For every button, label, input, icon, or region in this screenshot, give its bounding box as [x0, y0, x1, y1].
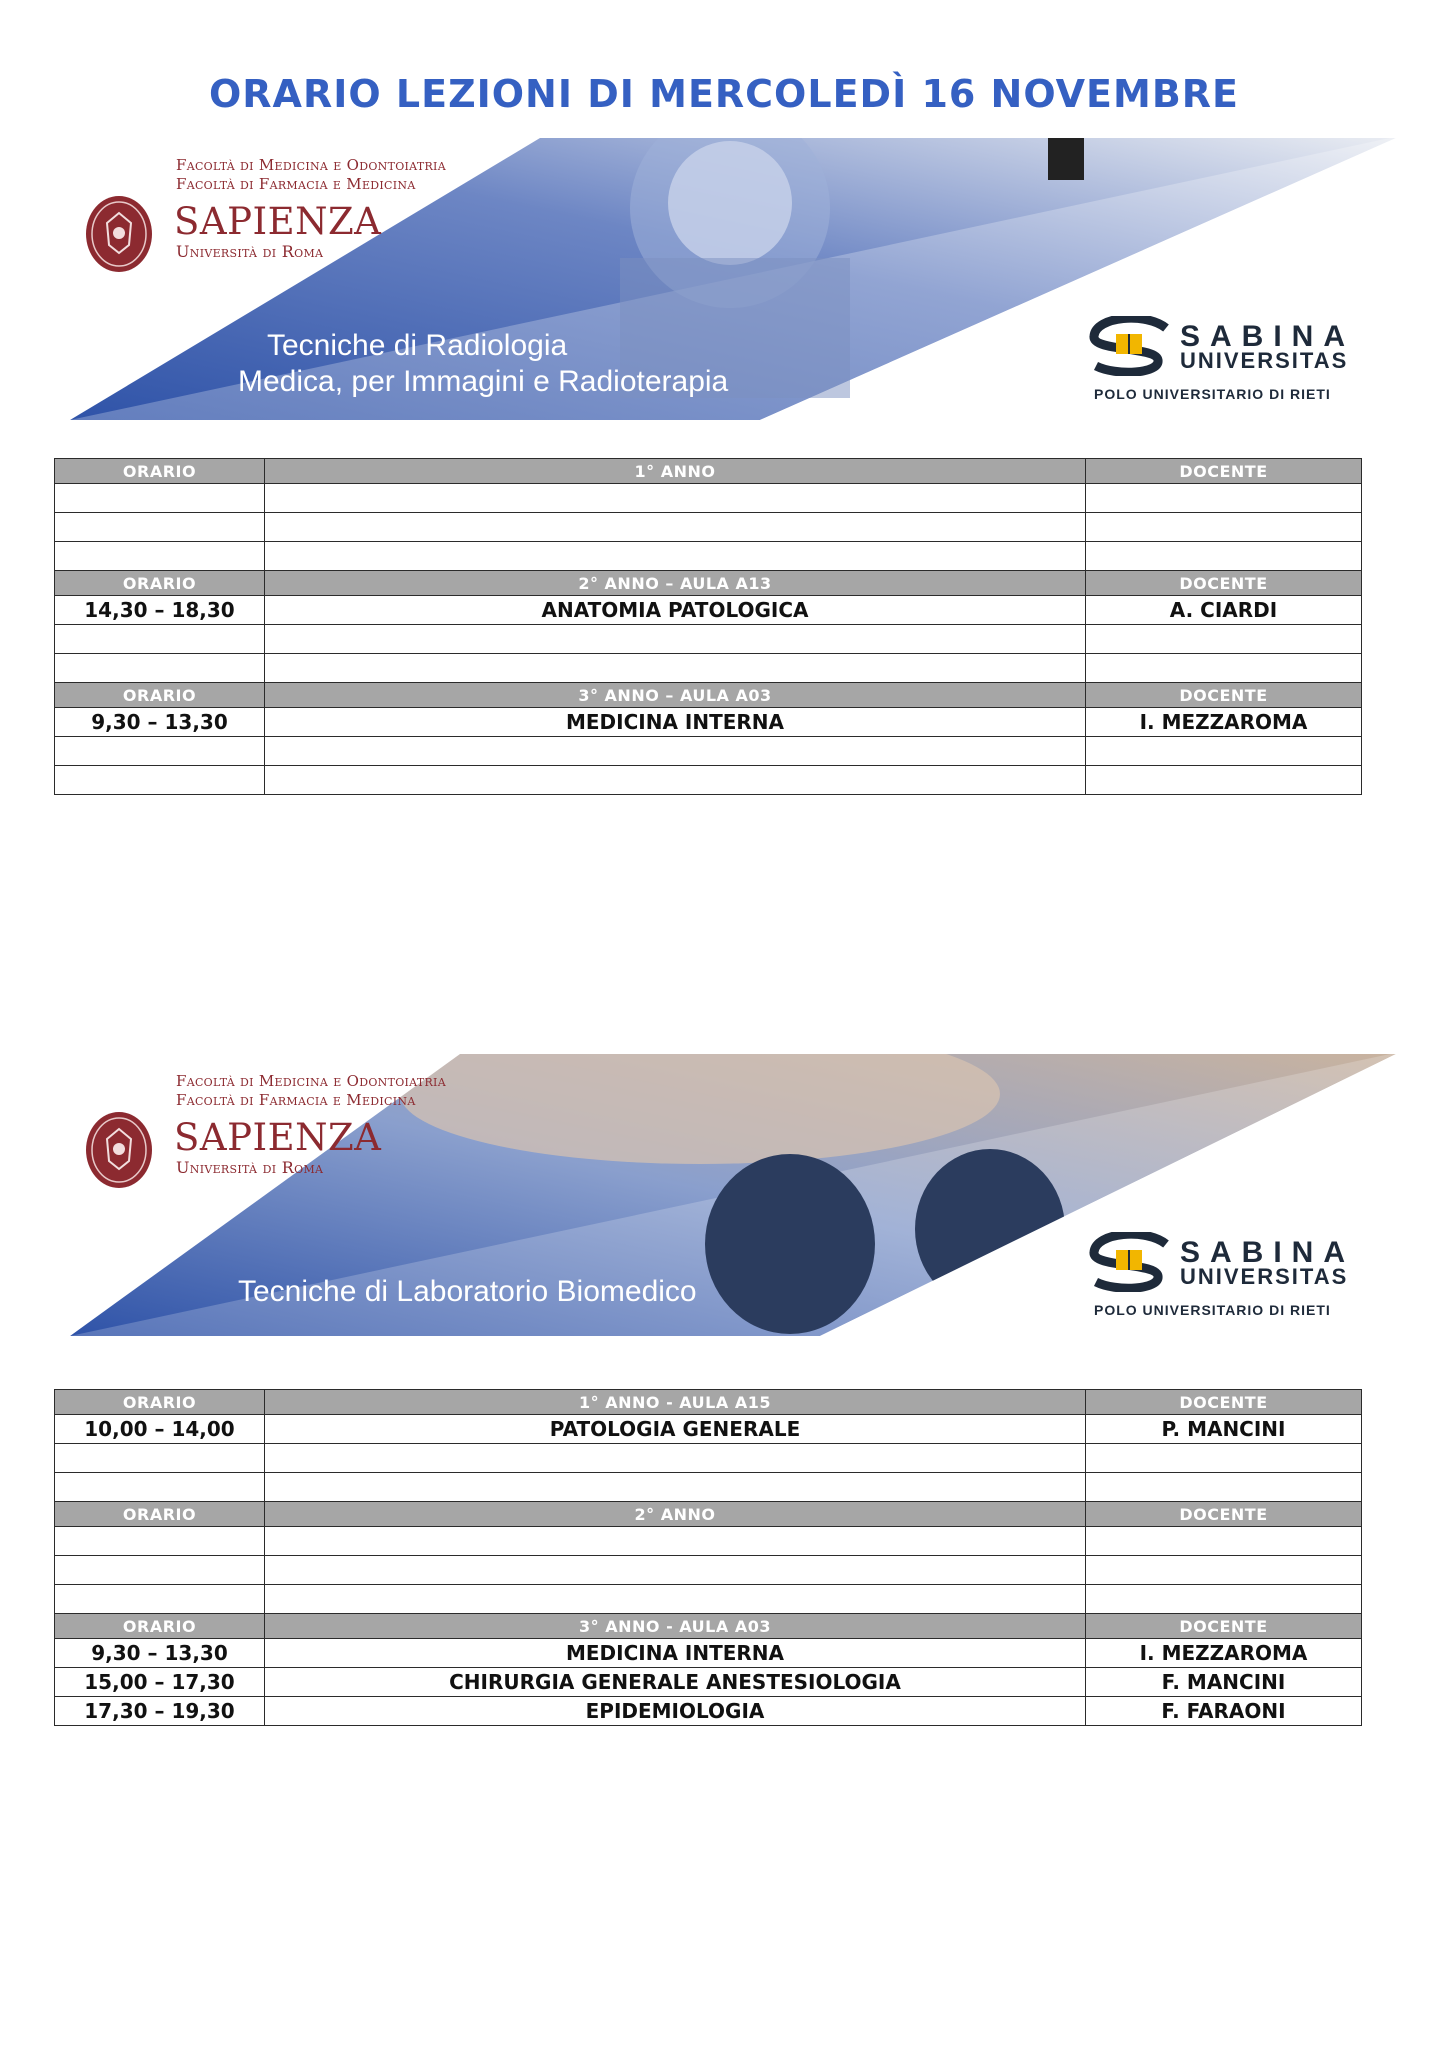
cell-time: [55, 542, 265, 571]
table-row: [55, 1473, 1362, 1502]
faculty-line-1: Facoltà di Medicina e Odontoiatria: [176, 1072, 446, 1090]
course-title-laboratory: Tecniche di Laboratorio Biomedico: [238, 1275, 697, 1308]
table-row: [55, 737, 1362, 766]
faculty-lines: [176, 156, 446, 194]
universitas-text: UNIVERSITAS: [1180, 1264, 1349, 1289]
sapienza-wordmark: SAPIENZA: [174, 200, 382, 243]
table-row: [55, 1697, 1362, 1726]
cell-subject: ANATOMIA PATOLOGICA: [265, 596, 1086, 625]
cell-teacher: [1086, 513, 1362, 542]
table-row: [55, 1639, 1362, 1668]
radiology-banner: [60, 138, 1396, 420]
header-orario: ORARIO: [55, 1502, 265, 1527]
cell-subject: [265, 654, 1086, 683]
table-header-row: [55, 683, 1362, 708]
sabina-text: SABINA: [1180, 320, 1356, 353]
cell-time: [55, 513, 265, 542]
table-row: [55, 513, 1362, 542]
cell-subject: [265, 1473, 1086, 1502]
cell-subject: [265, 542, 1086, 571]
cell-time: 17,30 – 19,30: [55, 1697, 265, 1726]
table-row: [55, 654, 1362, 683]
cell-subject: MEDICINA INTERNA: [265, 708, 1086, 737]
sapienza-seal-icon: [85, 195, 153, 273]
table-row: [55, 484, 1362, 513]
table-row: [55, 766, 1362, 795]
cell-time: [55, 1473, 265, 1502]
cell-subject: [265, 1444, 1086, 1473]
header-docente: DOCENTE: [1086, 1614, 1362, 1639]
course-title-radiology: [238, 328, 729, 400]
header-docente: DOCENTE: [1086, 1390, 1362, 1415]
table-row: [55, 1668, 1362, 1697]
cell-time: [55, 654, 265, 683]
header-docente: DOCENTE: [1086, 459, 1362, 484]
table-header-row: [55, 459, 1362, 484]
header-orario: ORARIO: [55, 1390, 265, 1415]
cell-time: [55, 1556, 265, 1585]
table-header-row: [55, 1614, 1362, 1639]
table-row: [55, 1556, 1362, 1585]
schedule-table-radiology: [54, 458, 1362, 795]
sabina-s-icon: [1086, 316, 1172, 376]
table-row: [55, 1527, 1362, 1556]
cell-time: [55, 1444, 265, 1473]
cell-subject: EPIDEMIOLOGIA: [265, 1697, 1086, 1726]
header-year: 3° ANNO – AULA A03: [265, 683, 1086, 708]
sabina-text: SABINA: [1180, 1236, 1356, 1269]
header-year: 2° ANNO – AULA A13: [265, 571, 1086, 596]
table-row: [55, 596, 1362, 625]
cell-subject: PATOLOGIA GENERALE: [265, 1415, 1086, 1444]
header-year: 1° ANNO: [265, 459, 1086, 484]
cell-teacher: P. MANCINI: [1086, 1415, 1362, 1444]
header-orario: ORARIO: [55, 571, 265, 596]
sapienza-seal-icon: [85, 1111, 153, 1189]
header-docente: DOCENTE: [1086, 1502, 1362, 1527]
cell-teacher: [1086, 737, 1362, 766]
table-header-row: [55, 1390, 1362, 1415]
cell-subject: [265, 737, 1086, 766]
faculty-line-1: Facoltà di Medicina e Odontoiatria: [176, 156, 446, 174]
table-row: [55, 542, 1362, 571]
table-row: [55, 1415, 1362, 1444]
cell-time: 9,30 – 13,30: [55, 708, 265, 737]
cell-subject: [265, 1585, 1086, 1614]
cell-teacher: [1086, 484, 1362, 513]
cell-time: 14,30 – 18,30: [55, 596, 265, 625]
cell-time: 9,30 – 13,30: [55, 1639, 265, 1668]
cell-subject: [265, 1527, 1086, 1556]
cell-teacher: [1086, 1444, 1362, 1473]
cell-teacher: [1086, 1585, 1362, 1614]
cell-subject: [265, 1556, 1086, 1585]
polo-rieti-text: POLO UNIVERSITARIO DI RIETI: [1094, 1302, 1331, 1318]
cell-teacher: [1086, 1556, 1362, 1585]
polo-rieti-text: POLO UNIVERSITARIO DI RIETI: [1094, 386, 1331, 402]
cell-teacher: [1086, 625, 1362, 654]
course-line-2: Medica, per Immagini e Radioterapia: [238, 365, 729, 398]
cell-teacher: F. MANCINI: [1086, 1668, 1362, 1697]
sabina-s-icon: [1086, 1232, 1172, 1292]
cell-time: [55, 625, 265, 654]
cell-teacher: [1086, 1473, 1362, 1502]
header-year: 3° ANNO - AULA A03: [265, 1614, 1086, 1639]
cell-subject: CHIRURGIA GENERALE ANESTESIOLOGIA: [265, 1668, 1086, 1697]
faculty-lines: [176, 1072, 446, 1110]
cell-teacher: I. MEZZAROMA: [1086, 1639, 1362, 1668]
cell-teacher: I. MEZZAROMA: [1086, 708, 1362, 737]
universitas-text: UNIVERSITAS: [1180, 348, 1349, 373]
cell-time: [55, 737, 265, 766]
header-year: 2° ANNO: [265, 1502, 1086, 1527]
header-year: 1° ANNO - AULA A15: [265, 1390, 1086, 1415]
header-docente: DOCENTE: [1086, 571, 1362, 596]
cell-subject: [265, 625, 1086, 654]
header-orario: ORARIO: [55, 683, 265, 708]
header-docente: DOCENTE: [1086, 683, 1362, 708]
table-row: [55, 1585, 1362, 1614]
cell-time: [55, 484, 265, 513]
table-header-row: [55, 1502, 1362, 1527]
cell-teacher: [1086, 1527, 1362, 1556]
table-row: [55, 625, 1362, 654]
cell-time: [55, 1585, 265, 1614]
laboratory-banner: [60, 1054, 1396, 1336]
cell-time: 10,00 – 14,00: [55, 1415, 265, 1444]
cell-teacher: F. FARAONI: [1086, 1697, 1362, 1726]
universita-di-roma: Università di Roma: [176, 1158, 324, 1177]
faculty-line-2: Facoltà di Farmacia e Medicina: [176, 1091, 416, 1109]
cell-time: [55, 1527, 265, 1556]
cell-subject: [265, 484, 1086, 513]
course-line-1: Tecniche di Radiologia: [267, 329, 568, 362]
cell-subject: [265, 766, 1086, 795]
cell-time: [55, 766, 265, 795]
header-orario: ORARIO: [55, 459, 265, 484]
table-header-row: [55, 571, 1362, 596]
cell-subject: [265, 513, 1086, 542]
cell-teacher: [1086, 766, 1362, 795]
page-title: ORARIO LEZIONI DI MERCOLEDÌ 16 NOVEMBRE: [208, 72, 1240, 116]
cell-subject: MEDICINA INTERNA: [265, 1639, 1086, 1668]
universita-di-roma: Università di Roma: [176, 242, 324, 261]
cell-time: 15,00 – 17,30: [55, 1668, 265, 1697]
cell-teacher: [1086, 542, 1362, 571]
header-orario: ORARIO: [55, 1614, 265, 1639]
table-row: [55, 708, 1362, 737]
table-row: [55, 1444, 1362, 1473]
schedule-table-laboratory: [54, 1389, 1362, 1726]
sapienza-wordmark: SAPIENZA: [174, 1116, 382, 1159]
sabina-universitas-logo: [1086, 1232, 1396, 1322]
cell-teacher: [1086, 654, 1362, 683]
cell-teacher: A. CIARDI: [1086, 596, 1362, 625]
sabina-universitas-logo: [1086, 316, 1396, 406]
faculty-line-2: Facoltà di Farmacia e Medicina: [176, 175, 416, 193]
